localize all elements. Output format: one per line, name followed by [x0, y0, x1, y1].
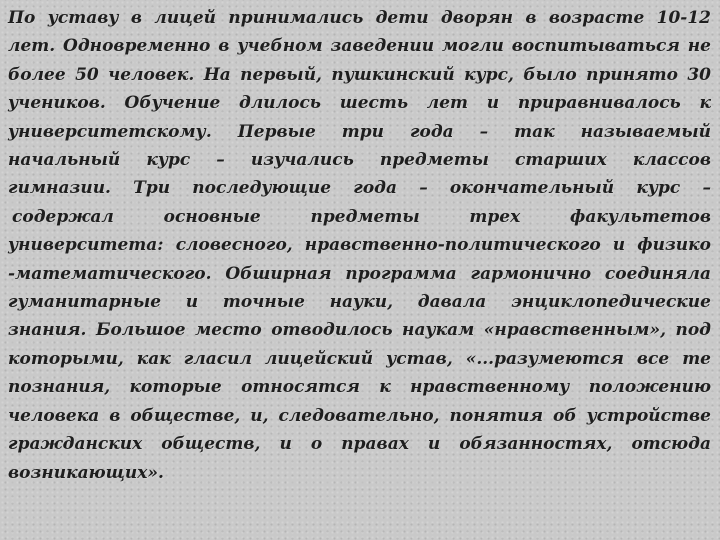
text-line: более 50 человек. На первый, пушкинский курс, было принято 30: [8, 64, 711, 85]
text-line: По уставу в лицей принимались дети дворян в возрасте 10-12: [8, 8, 711, 28]
text-line: гражданских обществ, и о правах и обязанностях, отсюда: [8, 434, 711, 455]
text-line: начальный курс – изучались предметы старших классов: [8, 150, 711, 171]
text-line: учеников. Обучение длилось шесть лет и приравнивалось к: [8, 93, 711, 114]
text-line: содержал основные предметы трех факультетов: [12, 206, 711, 227]
text-line: знания. Большое место отводилось наукам «нравственным», под: [8, 320, 711, 341]
text-line: познания, которые относятся к нравственному положению: [8, 377, 711, 398]
text-line: университета: словесного, нравственно-политического и физико: [8, 235, 711, 256]
text-line: гимназии. Три последующие года – окончательный курс –: [8, 178, 711, 199]
text-line: которыми, как гласил лицейский устав, «...разумеются все те: [8, 348, 711, 369]
text-line: возникающих».: [8, 462, 164, 483]
text-line: -математического. Обширная программа гармонично соединяла: [8, 263, 711, 284]
text-line: университетскому. Первые три года – так называемый: [8, 121, 711, 142]
text-line: человека в обществе, и, следовательно, понятия об устройстве: [8, 405, 711, 426]
text-line: лет. Одновременно в учебном заведении могли воспитываться не: [8, 36, 711, 57]
body-paragraph: [8, 4, 711, 487]
text-line: гуманитарные и точные науки, давала энциклопедические: [8, 292, 711, 313]
